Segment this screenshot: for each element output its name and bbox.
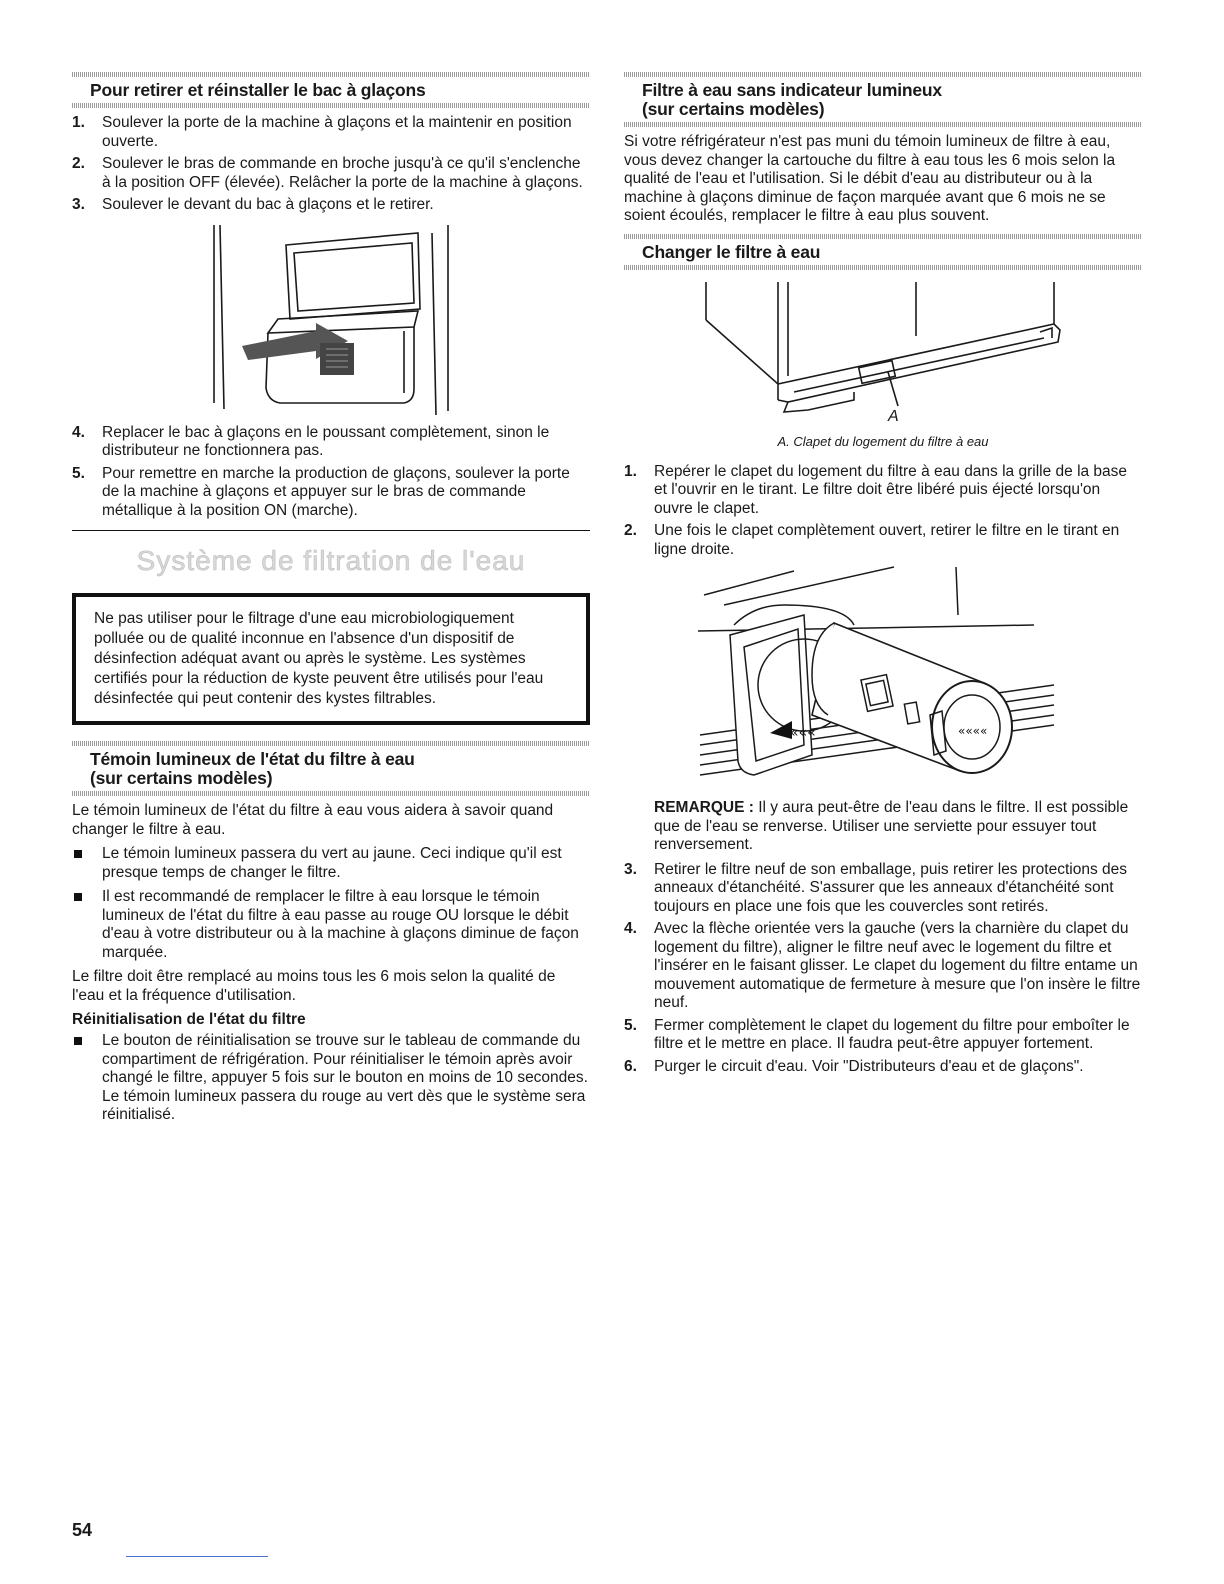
section-title: Système de filtration de l'eau xyxy=(136,545,526,576)
heading-rule-bottom xyxy=(72,791,590,796)
right-column xyxy=(624,0,1142,1080)
warning-text: Ne pas utiliser pour le filtrage d'une eau microbiologiquement polluée ou de qualité inconnue en l'absence d'un dispositif de désinfection adéquat avant ou après le système. Les systèmes certifiés pour la réduction de kyste peuvent être utilisés pour l'eau désinfectée qui peut contenir des kystes filtrables. xyxy=(94,610,544,707)
ice-bin-illustration xyxy=(208,223,590,418)
cap-arrow-glyph: «««« xyxy=(958,724,988,738)
heading-rule-top xyxy=(624,234,1142,239)
remark: REMARQUE : Il y aura peut-être de l'eau dans le filtre. Il est possible que de l'eau se renverse. Utiliser une serviette pour essuyer tout renversement. xyxy=(654,799,1129,853)
bullet-item: Il est recommandé de remplacer le filtre à eau lorsque le témoin lumineux de l'état du filtre à eau passe au rouge OU lorsque le débit d'eau à votre distributeur ou à la machine à glaçons diminue de façon marquée. xyxy=(72,888,590,962)
ice-bin-heading: Pour retirer et réinstaller le bac à glaçons xyxy=(90,80,426,100)
step-item: 1. Soulever la porte de la machine à glaçons et la maintenir en position ouverte. xyxy=(72,114,572,150)
heading-rule-top xyxy=(72,72,590,77)
ice-bin-steps-a xyxy=(72,114,590,215)
indicator-intro: Le témoin lumineux de l'état du filtre à eau vous aidera à savoir quand changer le filtre à eau. xyxy=(72,802,554,838)
no-indicator-text: Si votre réfrigérateur n'est pas muni du témoin lumineux de filtre à eau, vous devez changer la cartouche du filtre à eau tous les 6 mois selon la qualité de l'eau et l'utilisation. Si le débit d'eau au distributeur ou à la machine à glaçons diminue de façon marquée avant que 6 mois ne se soient écoulés, remplacer le filtre à eau plus souvent. xyxy=(624,133,1116,224)
section-divider xyxy=(72,530,590,531)
arrow-glyph: ««« xyxy=(790,725,816,741)
step-item: 2. Soulever le bras de commande en broche jusqu'à ce qu'il s'enclenche à la position OFF (élevée). Relâcher la porte de la machine à glaçons. xyxy=(72,155,583,191)
ice-bin-heading-block xyxy=(72,72,590,108)
step-item: 4. Replacer le bac à glaçons en le poussant complètement, sinon le distributeur ne fonctionnera pas. xyxy=(72,423,550,459)
warning-box xyxy=(72,593,590,725)
change-filter-heading-block xyxy=(624,234,1142,270)
filter-removal-illustration xyxy=(694,565,1142,795)
heading-rule-bottom xyxy=(624,265,1142,270)
step-item: 1. Repérer le clapet du logement du filtre à eau dans la grille de la base et l'ouvrir en le tirant. Le filtre doit être libéré puis éjecté lorsqu'on ouvre le clapet. xyxy=(624,462,1128,517)
step-item: 3. Soulever le devant du bac à glaçons et le retirer. xyxy=(72,196,434,213)
heading-rule-top xyxy=(624,72,1142,77)
step-item: 3. Retirer le filtre neuf de son emballage, puis retirer les protections des anneaux d'étanchéité. S'assurer que les anneaux d'étanchéité sont toujours en place une fois que les couvercles sont retirés. xyxy=(624,860,1127,915)
ice-bin-steps-b xyxy=(72,424,590,521)
indicator-heading: Témoin lumineux de l'état du filtre à eau (sur certains modèles) xyxy=(90,749,415,788)
indicator-heading-block xyxy=(72,741,590,796)
reset-bullets xyxy=(72,1032,590,1125)
change-filter-steps-b xyxy=(624,861,1142,1077)
figure-label: A xyxy=(888,407,899,425)
bullet-item: Le témoin lumineux passera du vert au jaune. Ceci indique qu'il est presque temps de changer le filtre. xyxy=(72,845,590,882)
heading-rule-top xyxy=(72,741,590,746)
reset-heading: Réinitialisation de l'état du filtre xyxy=(72,1011,306,1028)
no-indicator-heading-block xyxy=(624,72,1142,127)
change-filter-heading: Changer le filtre à eau xyxy=(642,241,821,262)
step-item: 5. Pour remettre en marche la production de glaçons, soulever la porte de la machine à glaçons et appuyer sur le bras de commande métallique à la position ON (marche). xyxy=(72,464,570,519)
change-filter-steps-a xyxy=(624,463,1142,560)
figure-caption: A. Clapet du logement du filtre à eau xyxy=(777,433,989,449)
indicator-bullets xyxy=(72,845,590,962)
step-item: 5. Fermer complètement le clapet du logement du filtre pour emboîter le filtre et le mettre en place. Il faudra peut-être appuyer fortement. xyxy=(624,1016,1130,1052)
replace-note: Le filtre doit être remplacé au moins tous les 6 mois selon la qualité de l'eau et la fréquence d'utilisation. xyxy=(72,968,556,1004)
step-item: 6. Purger le circuit d'eau. Voir "Distributeurs d'eau et de glaçons". xyxy=(624,1057,1084,1075)
left-column xyxy=(72,0,590,1131)
heading-rule-bottom xyxy=(72,103,590,108)
heading-rule-bottom xyxy=(624,122,1142,127)
page-number: 54 xyxy=(72,1520,93,1540)
footer-rule xyxy=(126,1556,268,1557)
filter-door-illustration xyxy=(704,280,1142,426)
step-item: 4. Avec la flèche orientée vers la gauche (vers la charnière du clapet du logement du filtre), aligner le filtre neuf avec le logement du filtre et l'insérer en le faisant glisser. Le clapet du logement du filtre entame un mouvement automatique de fermeture à mesure que l'on insère le filtre neuf. xyxy=(624,920,1141,1011)
bullet-item: Le bouton de réinitialisation se trouve sur le tableau de commande du compartiment de réfrigération. Pour réinitialiser le témoin après avoir changé le filtre, appuyer 5 fois sur le bouton en moins de 10 secondes. Le témoin lumineux passera du rouge au vert dès que le système sera réinitialisé. xyxy=(72,1032,590,1125)
step-item: 2. Une fois le clapet complètement ouvert, retirer le filtre en le tirant en ligne droite. xyxy=(624,522,1120,558)
no-indicator-heading: Filtre à eau sans indicateur lumineux (sur certains modèles) xyxy=(642,80,942,119)
